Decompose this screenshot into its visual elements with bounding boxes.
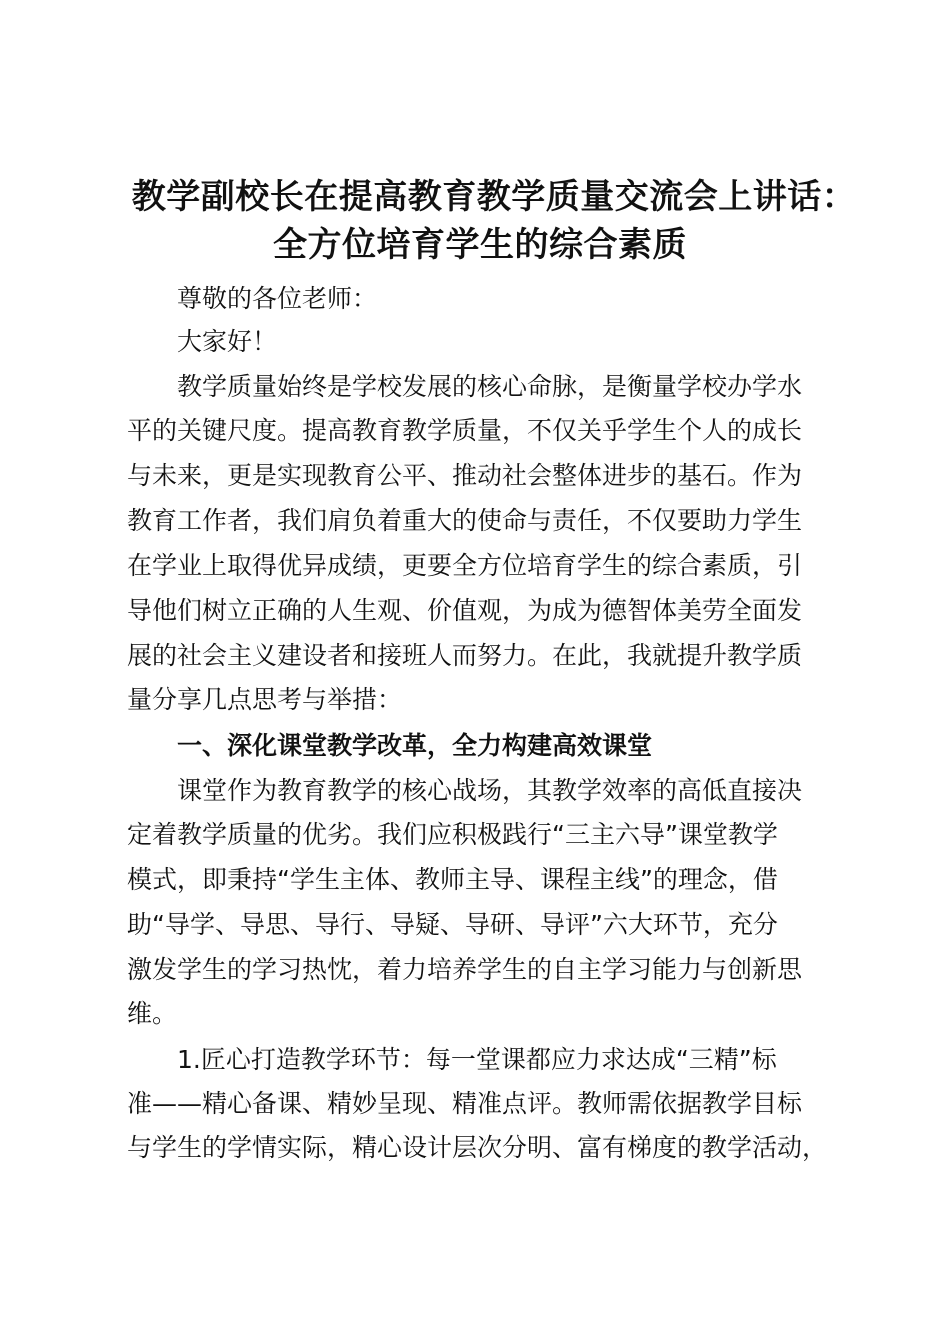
paragraph-line: 1.匠心打造教学环节：每一堂课都应力求达成“三精”标 [177,1045,777,1074]
paragraph-line: 与未来，更是实现教育公平、推动社会整体进步的基石。作为 [127,461,803,490]
paragraph-line: 模式，即秉持“学生主体、教师主导、课程主线”的理念，借 [127,865,778,894]
paragraph-line: 平的关键尺度。提高教育教学质量，不仅关乎学生个人的成长 [127,416,803,445]
paragraph-line: 教学质量始终是学校发展的核心命脉，是衡量学校办学水 [177,372,803,401]
paragraph-line: 课堂作为教育教学的核心战场，其教学效率的高低直接决 [177,776,803,805]
document-title-line-2: 全方位培育学生的综合素质 [273,225,687,265]
paragraph-line: 激发学生的学习热忱，着力培养学生的自主学习能力与创新思 [127,955,803,984]
salutation: 尊敬的各位老师： [177,284,378,313]
paragraph-line: 教育工作者，我们肩负着重大的使命与责任，不仅要助力学生 [127,506,803,535]
paragraph-line: 定着教学质量的优劣。我们应积极践行“三主六导”课堂教学 [127,820,778,849]
paragraph-line: 量分享几点思考与举措： [127,685,403,714]
greeting: 大家好！ [177,327,278,356]
section-heading: 一、深化课堂教学改革，全力构建高效课堂 [177,731,653,760]
paragraph-line: 助“导学、导思、导行、导疑、导研、导评”六大环节，充分 [127,910,778,939]
paragraph-line: 维。 [127,999,178,1028]
paragraph-line: 与学生的学情实际，精心设计层次分明、富有梯度的教学活动， [127,1133,828,1162]
paragraph-line: 在学业上取得优异成绩，更要全方位培育学生的综合素质，引 [127,551,803,580]
paragraph-line: 导他们树立正确的人生观、价值观，为成为德智体美劳全面发 [127,596,803,625]
paragraph-line: 准——精心备课、精妙呈现、精准点评。教师需依据教学目标 [127,1089,803,1118]
paragraph-line: 展的社会主义建设者和接班人而努力。在此，我就提升教学质 [127,641,803,670]
document-title-line-1: 教学副校长在提高教育教学质量交流会上讲话： [131,177,857,217]
